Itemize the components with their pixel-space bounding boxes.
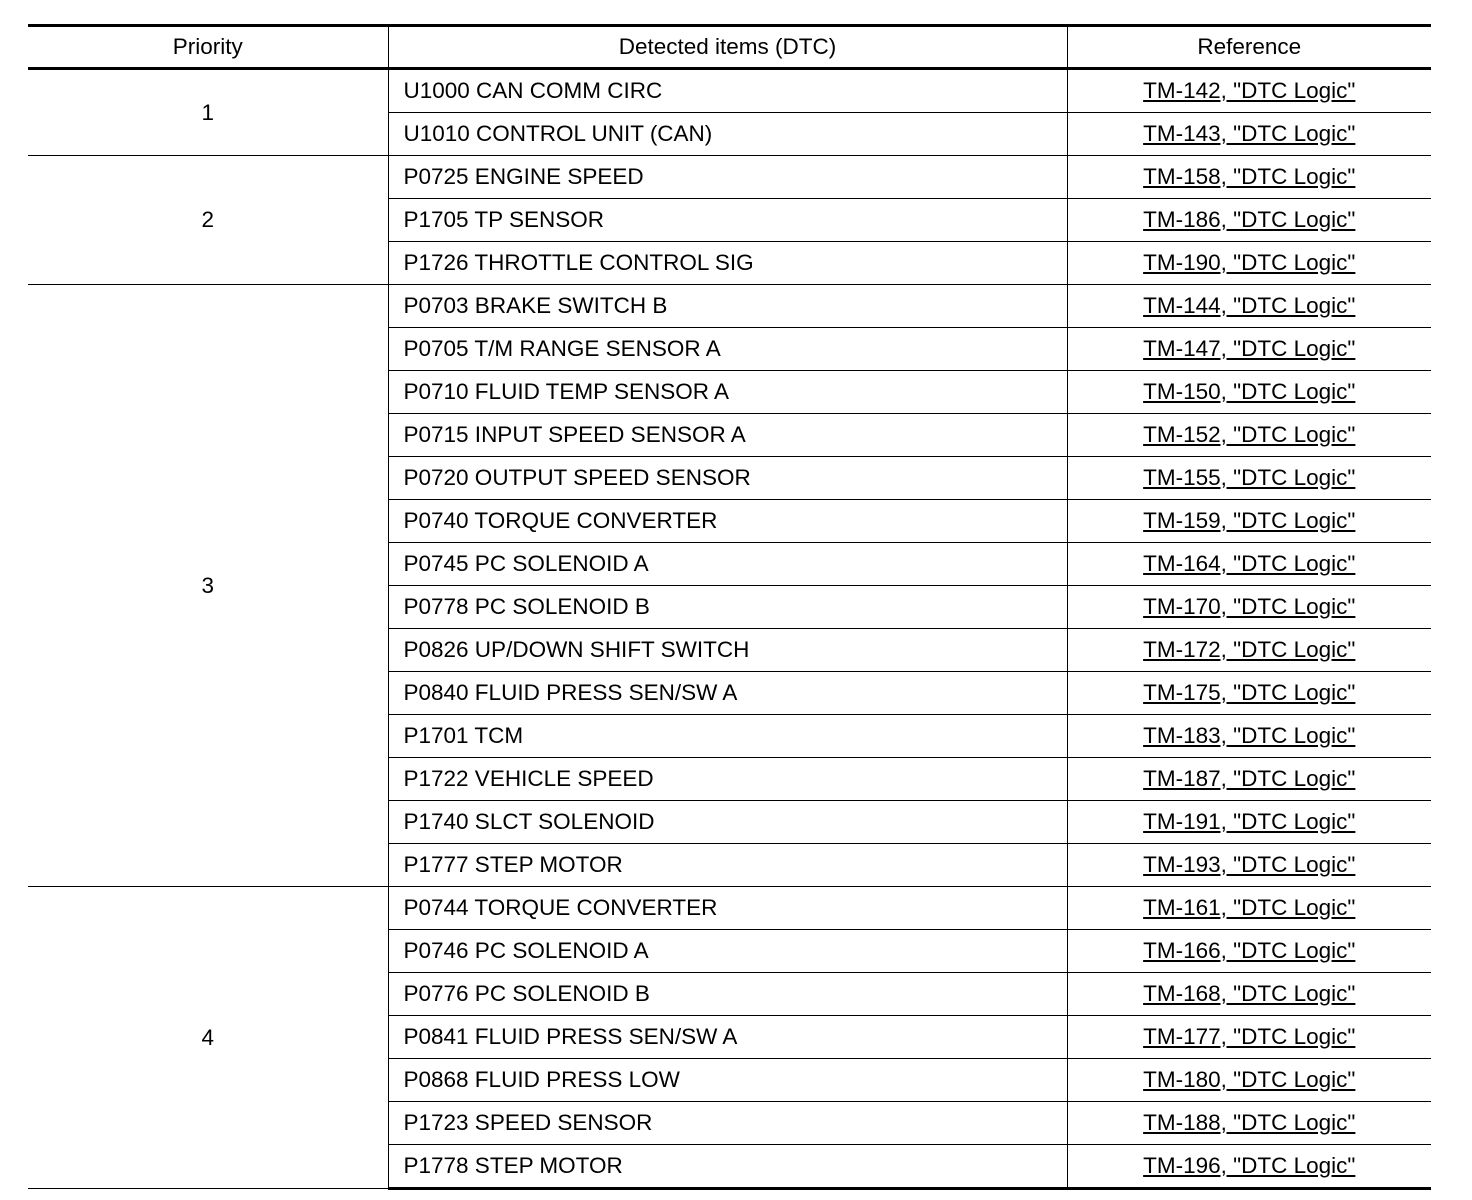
table-row bbox=[28, 156, 1431, 199]
reference-cell bbox=[1067, 973, 1431, 1016]
dtc-item-cell: P0840 FLUID PRESS SEN/SW A bbox=[388, 672, 1067, 715]
reference-cell bbox=[1067, 543, 1431, 586]
priority-cell: 4 bbox=[28, 887, 388, 1189]
reference-link[interactable]: TM-143, "DTC Logic" bbox=[1143, 121, 1356, 146]
reference-cell bbox=[1067, 844, 1431, 887]
dtc-item-cell: P0720 OUTPUT SPEED SENSOR bbox=[388, 457, 1067, 500]
reference-link[interactable]: TM-159, "DTC Logic" bbox=[1143, 508, 1356, 533]
reference-cell bbox=[1067, 371, 1431, 414]
reference-cell bbox=[1067, 758, 1431, 801]
reference-link[interactable]: TM-193, "DTC Logic" bbox=[1143, 852, 1356, 877]
table-row bbox=[28, 69, 1431, 113]
reference-link[interactable]: TM-150, "DTC Logic" bbox=[1143, 379, 1356, 404]
dtc-item-cell: P0776 PC SOLENOID B bbox=[388, 973, 1067, 1016]
reference-link[interactable]: TM-155, "DTC Logic" bbox=[1143, 465, 1356, 490]
reference-cell bbox=[1067, 672, 1431, 715]
dtc-item-cell: P0710 FLUID TEMP SENSOR A bbox=[388, 371, 1067, 414]
dtc-item-cell: P0778 PC SOLENOID B bbox=[388, 586, 1067, 629]
reference-cell bbox=[1067, 1102, 1431, 1145]
dtc-item-cell: P1722 VEHICLE SPEED bbox=[388, 758, 1067, 801]
reference-link[interactable]: TM-191, "DTC Logic" bbox=[1143, 809, 1356, 834]
table-body bbox=[28, 69, 1431, 1189]
reference-cell bbox=[1067, 629, 1431, 672]
dtc-item-cell: P1740 SLCT SOLENOID bbox=[388, 801, 1067, 844]
dtc-priority-table bbox=[28, 24, 1431, 1190]
dtc-item-cell: P1701 TCM bbox=[388, 715, 1067, 758]
dtc-item-cell: P0746 PC SOLENOID A bbox=[388, 930, 1067, 973]
dtc-item-cell: U1000 CAN COMM CIRC bbox=[388, 69, 1067, 113]
reference-cell bbox=[1067, 1145, 1431, 1189]
table-header bbox=[28, 26, 1431, 69]
reference-cell bbox=[1067, 586, 1431, 629]
dtc-item-cell: P0841 FLUID PRESS SEN/SW A bbox=[388, 1016, 1067, 1059]
dtc-item-cell: P1778 STEP MOTOR bbox=[388, 1145, 1067, 1189]
dtc-item-cell: P0725 ENGINE SPEED bbox=[388, 156, 1067, 199]
reference-link[interactable]: TM-170, "DTC Logic" bbox=[1143, 594, 1356, 619]
dtc-item-cell: P1705 TP SENSOR bbox=[388, 199, 1067, 242]
dtc-item-cell: P0705 T/M RANGE SENSOR A bbox=[388, 328, 1067, 371]
dtc-item-cell: P0703 BRAKE SWITCH B bbox=[388, 285, 1067, 328]
reference-cell bbox=[1067, 801, 1431, 844]
reference-link[interactable]: TM-161, "DTC Logic" bbox=[1143, 895, 1356, 920]
reference-link[interactable]: TM-166, "DTC Logic" bbox=[1143, 938, 1356, 963]
reference-link[interactable]: TM-196, "DTC Logic" bbox=[1143, 1153, 1356, 1178]
reference-link[interactable]: TM-144, "DTC Logic" bbox=[1143, 293, 1356, 318]
reference-link[interactable]: TM-164, "DTC Logic" bbox=[1143, 551, 1356, 576]
reference-cell bbox=[1067, 414, 1431, 457]
dtc-item-cell: P0826 UP/DOWN SHIFT SWITCH bbox=[388, 629, 1067, 672]
dtc-item-cell: P1777 STEP MOTOR bbox=[388, 844, 1067, 887]
header-priority: Priority bbox=[28, 26, 388, 69]
reference-cell bbox=[1067, 715, 1431, 758]
reference-link[interactable]: TM-142, "DTC Logic" bbox=[1143, 78, 1356, 103]
reference-link[interactable]: TM-180, "DTC Logic" bbox=[1143, 1067, 1356, 1092]
dtc-item-cell: P0740 TORQUE CONVERTER bbox=[388, 500, 1067, 543]
header-row bbox=[28, 26, 1431, 69]
reference-link[interactable]: TM-183, "DTC Logic" bbox=[1143, 723, 1356, 748]
reference-link[interactable]: TM-186, "DTC Logic" bbox=[1143, 207, 1356, 232]
reference-cell bbox=[1067, 1016, 1431, 1059]
reference-cell bbox=[1067, 328, 1431, 371]
reference-cell bbox=[1067, 199, 1431, 242]
reference-cell bbox=[1067, 285, 1431, 328]
reference-link[interactable]: TM-175, "DTC Logic" bbox=[1143, 680, 1356, 705]
reference-cell bbox=[1067, 1059, 1431, 1102]
reference-cell bbox=[1067, 156, 1431, 199]
reference-link[interactable]: TM-158, "DTC Logic" bbox=[1143, 164, 1356, 189]
table-row bbox=[28, 887, 1431, 930]
table-row bbox=[28, 285, 1431, 328]
dtc-item-cell: P0744 TORQUE CONVERTER bbox=[388, 887, 1067, 930]
reference-link[interactable]: TM-147, "DTC Logic" bbox=[1143, 336, 1356, 361]
reference-link[interactable]: TM-177, "DTC Logic" bbox=[1143, 1024, 1356, 1049]
dtc-item-cell: P0745 PC SOLENOID A bbox=[388, 543, 1067, 586]
reference-cell bbox=[1067, 930, 1431, 973]
reference-link[interactable]: TM-152, "DTC Logic" bbox=[1143, 422, 1356, 447]
reference-link[interactable]: TM-168, "DTC Logic" bbox=[1143, 981, 1356, 1006]
reference-link[interactable]: TM-188, "DTC Logic" bbox=[1143, 1110, 1356, 1135]
reference-link[interactable]: TM-172, "DTC Logic" bbox=[1143, 637, 1356, 662]
reference-cell bbox=[1067, 242, 1431, 285]
priority-cell: 2 bbox=[28, 156, 388, 285]
dtc-item-cell: P0715 INPUT SPEED SENSOR A bbox=[388, 414, 1067, 457]
reference-cell bbox=[1067, 457, 1431, 500]
reference-link[interactable]: TM-190, "DTC Logic" bbox=[1143, 250, 1356, 275]
header-detected-items: Detected items (DTC) bbox=[388, 26, 1067, 69]
reference-cell bbox=[1067, 500, 1431, 543]
reference-cell bbox=[1067, 887, 1431, 930]
reference-link[interactable]: TM-187, "DTC Logic" bbox=[1143, 766, 1356, 791]
dtc-item-cell: P1726 THROTTLE CONTROL SIG bbox=[388, 242, 1067, 285]
header-reference: Reference bbox=[1067, 26, 1431, 69]
reference-cell bbox=[1067, 113, 1431, 156]
reference-cell bbox=[1067, 69, 1431, 113]
dtc-item-cell: U1010 CONTROL UNIT (CAN) bbox=[388, 113, 1067, 156]
dtc-item-cell: P1723 SPEED SENSOR bbox=[388, 1102, 1067, 1145]
priority-cell: 1 bbox=[28, 69, 388, 156]
dtc-item-cell: P0868 FLUID PRESS LOW bbox=[388, 1059, 1067, 1102]
priority-cell: 3 bbox=[28, 285, 388, 887]
